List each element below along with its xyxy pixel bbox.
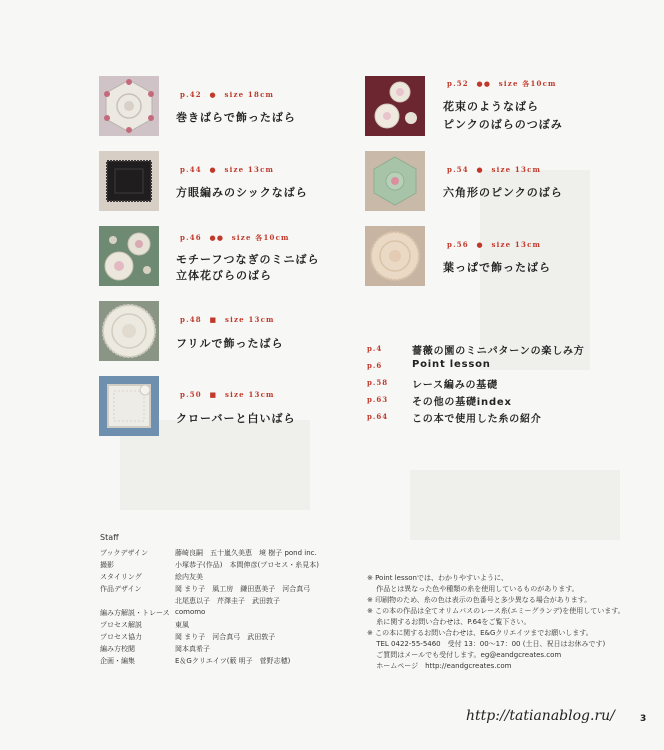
- page-ref: p.54: [447, 165, 469, 174]
- pattern-meta: [180, 233, 290, 243]
- square-clover-doily-photo: [99, 376, 159, 436]
- note-line: ※ Point lessonでは、わかりやすいように、: [367, 574, 508, 582]
- pattern-mark: ●●: [209, 233, 225, 242]
- index-page: p.4: [367, 344, 383, 353]
- note-line[interactable]: ホームページ http://eandgcreates.com: [367, 662, 512, 670]
- pattern-size: size 13cm: [224, 165, 275, 174]
- index-page: p.6: [367, 361, 383, 370]
- pattern-meta: [180, 390, 275, 399]
- staff-role: プロセス解説: [100, 621, 142, 629]
- index-page: p.64: [367, 412, 389, 421]
- pattern-mark: ●: [209, 90, 217, 99]
- page-ref: p.56: [447, 240, 469, 249]
- index-title: Point lesson: [412, 359, 491, 370]
- page-ref: p.50: [180, 390, 202, 399]
- note-line: 作品とは異なった色や種類の糸を使用しているものがあります。: [367, 585, 579, 593]
- pattern-meta: [447, 79, 557, 89]
- page-ref: p.44: [180, 165, 202, 174]
- pattern-mark: ●: [476, 240, 484, 249]
- pattern-title: 六角形のピンクのばら: [443, 186, 563, 199]
- pattern-mark: ●●: [476, 79, 492, 88]
- pattern-meta: [447, 165, 541, 174]
- page-ref: p.42: [180, 90, 202, 99]
- index-page: p.58: [367, 378, 389, 387]
- note-line[interactable]: ご質問はメールでも受付します。eg@eandgcreates.com: [367, 651, 562, 659]
- page-number: 3: [640, 714, 647, 724]
- index-title: レース編みの基礎: [412, 380, 498, 391]
- hexagon-doily-photo: [99, 76, 159, 136]
- round-frill-doily-photo: [99, 301, 159, 361]
- pattern-size: size 13cm: [491, 240, 542, 249]
- staff-name: E＆Gクリエイツ(薮 明子 菅野志穂): [175, 657, 291, 665]
- staff-name: 東風: [175, 621, 189, 629]
- pattern-meta: [180, 90, 274, 99]
- pattern-mark: ■: [209, 315, 218, 324]
- pattern-title: 方眼編みのシックなばら: [176, 186, 308, 199]
- pattern-size: size 各10cm: [231, 233, 290, 242]
- mini-rose-motifs-photo: [99, 226, 159, 286]
- pattern-title: 葉っぱで飾ったばら: [443, 261, 551, 274]
- index-title: 薔薇の園のミニパターンの楽しみ方: [412, 346, 585, 357]
- note-line: ※ この本の作品は全てオリムパスのレース糸(エミーグランデ)を使用しています。: [367, 607, 625, 615]
- pattern-title: モチーフつなぎのミニばら: [176, 253, 320, 266]
- staff-name: 岡 まり子 風工房 鎌田恵美子 河合真弓: [175, 585, 311, 593]
- bouquet-roses-photo: [365, 76, 425, 136]
- pattern-meta: [180, 315, 275, 324]
- pattern-title-2: ピンクのばらのつぼみ: [443, 118, 563, 131]
- staff-role: スタイリング: [100, 573, 142, 581]
- staff-name: 藤崎良嗣 五十嵐久美恵 境 樹子 pond inc.: [175, 549, 317, 557]
- pattern-title: 巻きばらで飾ったばら: [176, 111, 296, 124]
- staff-name: 岡本真希子: [175, 645, 210, 653]
- pattern-title-2: 立体花びらのばら: [176, 269, 272, 282]
- staff-name: 絵内友美: [175, 573, 203, 581]
- page-ref: p.48: [180, 315, 202, 324]
- watermark-url[interactable]: http://tatianablog.ru/: [466, 708, 615, 724]
- pattern-meta: [180, 165, 274, 174]
- note-line: TEL 0422-55-5460 受付 13：00～17：00 (土日、祝日はお休みです): [367, 640, 606, 648]
- notes-block: [367, 573, 652, 672]
- pattern-size: size 各10cm: [498, 79, 557, 88]
- pattern-size: size 13cm: [224, 390, 275, 399]
- staff-role: 作品デザイン: [100, 585, 142, 593]
- staff-role: 編み方校閲: [100, 645, 135, 653]
- pattern-title: 花束のようなばら: [443, 100, 539, 113]
- staff-role: 企画・編集: [100, 657, 135, 665]
- pattern-size: size 13cm: [491, 165, 542, 174]
- pattern-size: size 18cm: [224, 90, 275, 99]
- staff-name: comomo: [175, 608, 206, 616]
- note-line: 糸に関するお問い合わせは、P.64をご覧下さい。: [367, 618, 531, 626]
- pattern-size: size 13cm: [224, 315, 275, 324]
- black-square-doily-photo: [99, 151, 159, 211]
- index-page: p.63: [367, 395, 389, 404]
- staff-role: 編み方解説・トレース: [100, 609, 170, 617]
- pattern-mark: ●: [209, 165, 217, 174]
- pattern-mark: ■: [209, 390, 218, 399]
- page-ref: p.46: [180, 233, 202, 242]
- page-ref: p.52: [447, 79, 469, 88]
- pattern-title: クローバーと白いばら: [176, 412, 296, 425]
- staff-name: 北尾恵以子 芹澤圭子 武田敦子: [175, 597, 280, 605]
- staff-name: 小塚恭子(作品) 本間伸彦(プロセス・糸見本): [175, 561, 319, 569]
- pattern-mark: ●: [476, 165, 484, 174]
- pattern-meta: [447, 240, 541, 249]
- pattern-title: フリルで飾ったばら: [176, 337, 284, 350]
- staff-name: 岡 まり子 河合真弓 武田敦子: [175, 633, 276, 641]
- index-title: その他の基礎index: [412, 397, 512, 408]
- staff-role: プロセス協力: [100, 633, 142, 641]
- staff-role: ブックデザイン: [100, 549, 149, 557]
- note-line: ※ 印刷物のため、糸の色は表示の色番号と多少異なる場合があります。: [367, 596, 592, 604]
- staff-heading: Staff: [100, 533, 119, 542]
- index-title: この本で使用した糸の紹介: [412, 414, 542, 425]
- staff-role: 撮影: [100, 561, 114, 569]
- note-line: ※ この本に関するお問い合わせは、E&Gクリエイツまでお願いします。: [367, 629, 593, 637]
- hexagon-pink-rose-photo: [365, 151, 425, 211]
- leaf-doily-photo: [365, 226, 425, 286]
